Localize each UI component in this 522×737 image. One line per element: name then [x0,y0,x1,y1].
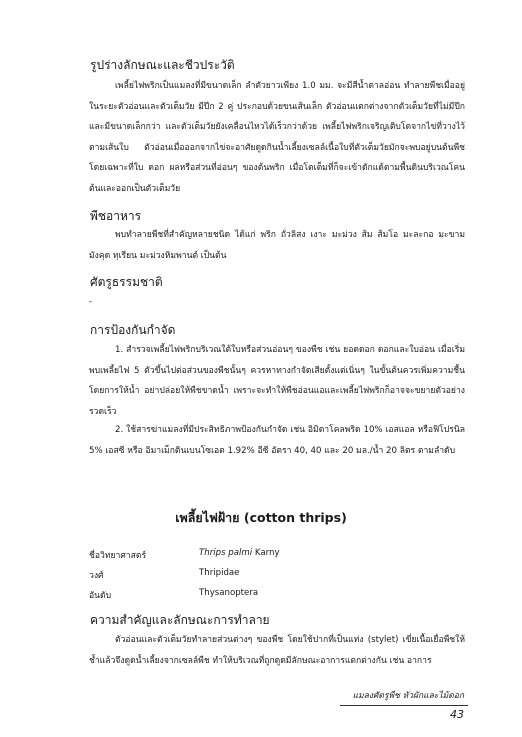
paragraph-morphology [89,76,465,199]
section-heading-morphology: รูปร่างลักษณะและชีวประวัติ [90,58,235,72]
paragraph-control-item-1 [89,340,465,422]
section-heading-host-plants: พืชอาหาร [90,209,142,223]
info-label-scientific-name: ชื่อวิทยาศาสตร์ [89,551,147,561]
paragraph-morphology-text: เพลี้ยไฟพริกเป็นแมลงที่มีขนาดเล็ก ลำตัวยาวเพียง 1.0 มม. จะมีสีน้ำตาลอ่อน ทำลายพืชเมื่ออยู่ในระยะตัวอ่อนและตัวเต็มวัย มีปีก 2 คู่ ประกอบด้วยขนเส้นเล็ก ตัวอ่อนแตกต่างจากตัวเต็มวัยที่ไม่มีปีก และมีขนาดเล็กกว่า และตัวเต็มวัยยังเคลื่อนไหวได้เร็วกว่าด้วย เพลี้ยไฟพริกเจริญเติบโตจากไข่ที่วางไว้ตามเส้นใบ ตัวอ่อนเมื่อออกจากไข่จะอาศัยดูดกินน้ำเลี้ยงเซลล์เนื้อใบที่ตัวเต็มวัยมักจะพบอยู่บนต้นพืช โดยเฉพาะที่ใบ ดอก ผลหรือส่วนที่อ่อนๆ ของต้นพริก เมื่อโตเต็มที่ก็จะเข้าดักแด้ตามพื้นดินบริเวณโคนต้นและออกเป็นตัวเต็มวัย [89,81,465,194]
paragraph-importance [89,630,465,671]
paragraph-importance-text: ตัวอ่อนและตัวเต็มวัยทำลายส่วนต่างๆ ของพืช โดยใช้ปากที่เป็นแท่ง (stylet) เขี่ยเนื้อเยื่อพืชให้ช้ำแล้วจึงดูดน้ำเลี้ยงจากเซลล์พืช ทำให้บริเวณที่ถูกดูดมีลักษณะอาการแตกต่างกัน เช่น อาการ [89,635,465,666]
pest-title: เพลี้ยไฟฝ้าย (cotton thrips) [175,510,347,525]
paragraph-host-plants-text: พบทำลายพืชที่สำคัญหลายชนิด ได้แก่ พริก ถั่วลิสง เงาะ มะม่วง ส้ม ส้มโอ มะละกอ มะขาม มังคุด ทุเรียน มะม่วงหิมพานต์ เป็นต้น [89,230,465,261]
control-item-2-text: 2. ใช้สารฆ่าแมลงที่มีประสิทธิภาพป้องกันกำจัด เช่น อิมิดาโคลพริด 10% เอสแอล หรือฟิโปรนิล 5% เอสซี หรือ อิมาเม็กตินเบนโซเอต 1.92% อีซี อัตรา 40, 40 และ 20 มล./น้ำ 20 ลิตร ตามลำดับ [89,425,465,456]
info-value-order: Thysanoptera [199,588,259,598]
paragraph-natural-enemies: - [89,297,93,307]
footer-book-title: แมลงศัตรูพืช หัวผักและไม้ดอก [352,691,464,701]
paragraph-host-plants [89,225,465,266]
info-label-family: วงศ์ [89,571,104,581]
scientific-name-author: Karny [254,548,280,558]
paragraph-control-item-2 [89,420,465,461]
info-label-order: อันดับ [89,591,112,601]
page-number: 43 [450,708,464,721]
section-heading-importance: ความสำคัญและลักษณะการทำลาย [90,613,270,627]
info-value-family: Thripidae [199,568,240,578]
section-heading-natural-enemies: ศัตรูธรรมชาติ [90,275,163,289]
info-value-scientific-name [199,548,280,558]
section-heading-control: การป้องกันกำจัด [90,323,176,337]
control-item-1-text: 1. สำรวจเพลี้ยไฟพริกบริเวณใต้ใบหรือส่วนอ่อนๆ ของพืช เช่น ยอดดอก ดอกและใบอ่อน เมื่อเริ่มพบเพลี้ยไฟ 5 ตัวขึ้นไปต่อส่วนของพืชนั้นๆ ควรหาทางกำจัดเสียตั้งแต่เนิ่นๆ ในขั้นต้นควรเพิ่มความชื้นโดยการให้น้ำ อย่าปล่อยให้พืชขาดน้ำ เพราะจะทำให้พืชอ่อนแอและเพลี้ยไฟพริกก็อาจจะขยายตัวอย่างรวดเร็ว [89,345,465,417]
scientific-name-text: Thrips palmi [199,548,253,558]
footer-divider [340,705,468,706]
